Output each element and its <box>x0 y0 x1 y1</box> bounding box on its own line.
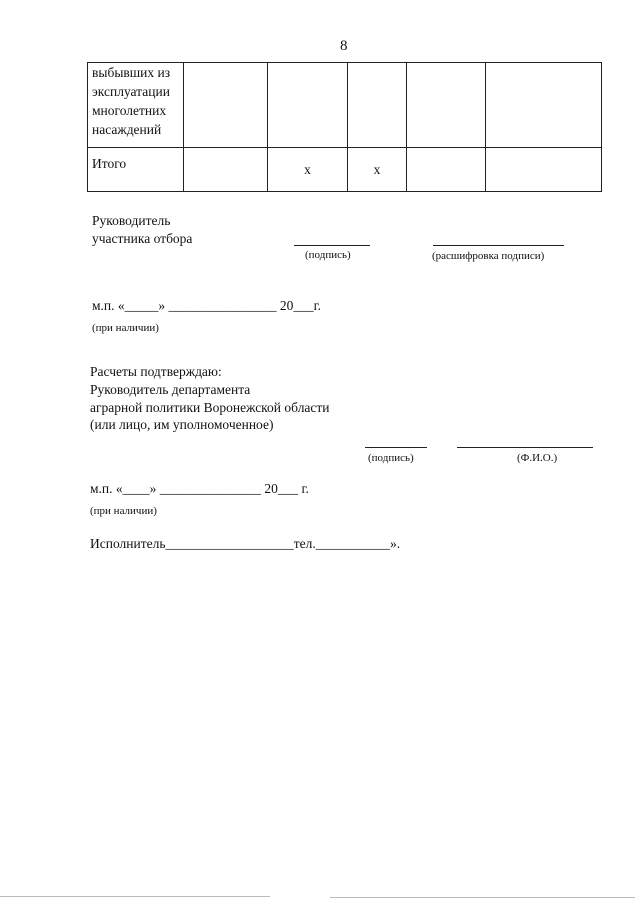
signature-line <box>365 447 427 448</box>
head-title-line2: участника отбора <box>92 231 193 246</box>
stamp-date-line: м.п. «_____» ________________ 20___г. <box>92 298 322 313</box>
scan-edge <box>330 897 635 898</box>
signature-caption: (подпись) <box>368 452 414 464</box>
table-cell: х <box>268 148 348 192</box>
stamp-note: (при наличии) <box>92 322 159 334</box>
confirmation-line2: Руководитель департамента <box>90 382 251 397</box>
confirmation-line1: Расчеты подтверждаю: <box>90 364 222 379</box>
decoding-caption: (расшифровка подписи) <box>432 250 545 262</box>
table-cell <box>348 63 407 148</box>
table-row <box>88 148 602 192</box>
confirmation-line4: (или лицо, им уполномоченное) <box>90 417 274 432</box>
signature-line <box>294 245 370 246</box>
table-cell: х <box>348 148 407 192</box>
executor-line: Исполнитель___________________тел.___________». <box>90 536 401 551</box>
name-line <box>457 447 593 448</box>
head-title-line1: Руководитель <box>92 213 171 228</box>
table-cell <box>486 63 602 148</box>
row-label: Итого <box>88 148 184 192</box>
table-cell <box>486 148 602 192</box>
stamp-date-line: м.п. «____» _______________ 20___ г. <box>90 481 309 496</box>
table-cell <box>268 63 348 148</box>
table-cell <box>184 148 268 192</box>
confirmation-line3: аграрной политики Воронежской области <box>90 400 330 415</box>
signature-caption: (подпись) <box>305 249 351 261</box>
table-cell <box>407 148 486 192</box>
name-caption: (Ф.И.О.) <box>517 452 558 464</box>
table-cell <box>184 63 268 148</box>
table-row <box>88 63 602 148</box>
calculation-table <box>87 62 602 192</box>
scan-edge <box>0 896 270 897</box>
row-label: выбывших из эксплуатации многолетних насаждений <box>88 63 184 148</box>
table-cell <box>407 63 486 148</box>
page-number: 8 <box>340 38 348 54</box>
stamp-note: (при наличии) <box>90 505 157 517</box>
decoding-line <box>433 245 564 246</box>
